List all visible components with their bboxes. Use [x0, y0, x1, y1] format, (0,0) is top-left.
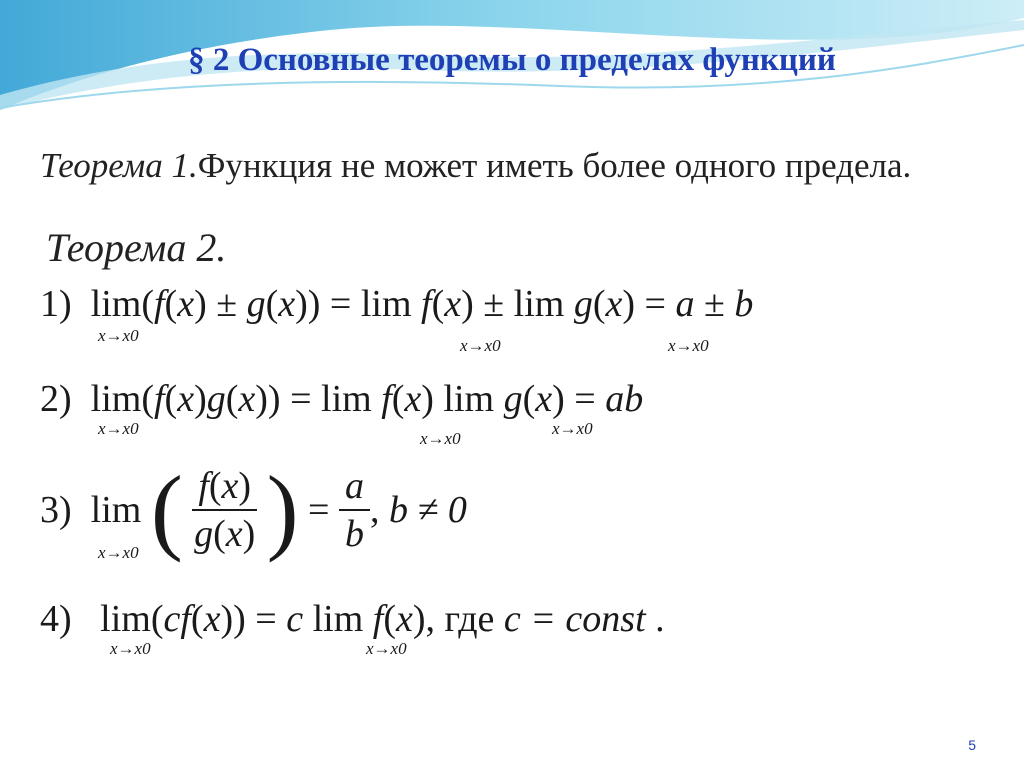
formula-4-number: 4) [40, 598, 72, 640]
formula-2: 2) lim(f(x)g(x)) = lim f(x) lim g(x) = ab x→x0 x→x0 x→x0 [40, 378, 644, 448]
const-expression: c = const [503, 598, 646, 640]
limit-subscript: x→x0 [98, 543, 139, 562]
page-number: 5 [968, 737, 976, 753]
condition-b-not-zero: b ≠ 0 [388, 489, 467, 531]
limit-subscript: x→x0 [98, 326, 139, 345]
limit-subscript: x→x0 [668, 336, 709, 355]
formula-3-number: 3) [40, 489, 72, 531]
formula-1-number: 1) [40, 283, 72, 325]
limit-subscript: x→x0 [110, 639, 151, 658]
limit-subscript: x→x0 [366, 639, 407, 658]
theorem-1-label: Теорема 1. [40, 146, 198, 185]
limit-subscript: x→x0 [552, 419, 593, 438]
theorem-1 [40, 146, 911, 186]
formula-4: 4) lim(cf(x)) = c lim f(x), где c = const . x→x0 x→x0 [40, 598, 665, 658]
limit-subscript: x→x0 [420, 429, 461, 448]
limit-subscript: x→x0 [98, 419, 139, 438]
formula-2-number: 2) [40, 378, 72, 420]
slide-title: § 2 Основные теоремы о пределах функций [188, 42, 836, 78]
where-word: где [444, 598, 495, 640]
formula-1: 1) lim(f(x) ± g(x)) = lim f(x) ± lim g(x) = a ± b x→x0 x→x0 x→x0 [40, 283, 754, 355]
theorem-2-label: Теорема 2. [46, 225, 227, 270]
limit-subscript: x→x0 [460, 336, 501, 355]
formula-3: 3) lim ( $\frac{f(x)}{g(x)}$ ) = $\frac{a}{b}$ , b ≠ 0 x→x0 [40, 456, 467, 563]
theorem-1-text: Функция не может иметь более одного предела. [197, 146, 912, 185]
